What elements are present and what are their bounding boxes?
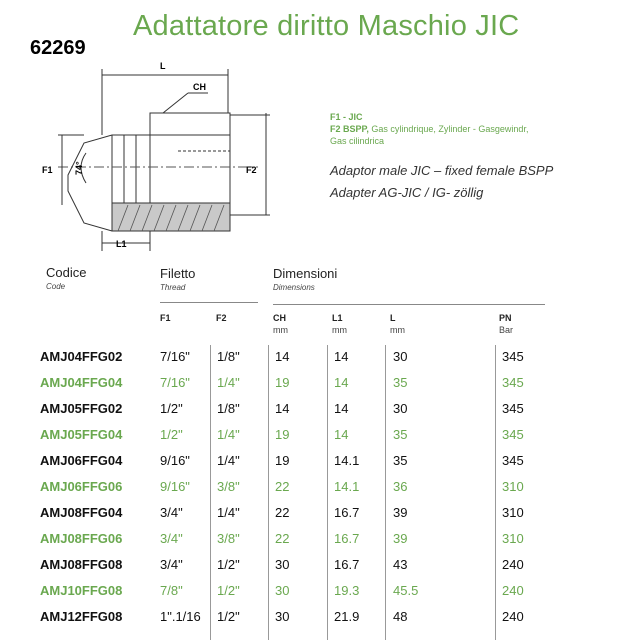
cell-f1: 7/16" [160, 349, 190, 364]
cell-l: 36 [393, 479, 408, 494]
header-divider [273, 304, 545, 305]
cell-l1: 14.1 [334, 453, 360, 468]
cell-l: 30 [393, 349, 408, 364]
header-thread-sub: Thread [160, 283, 186, 292]
cell-code: AMJ04FFG02 [40, 349, 123, 364]
table-row [0, 583, 640, 607]
cell-l1: 14 [334, 375, 349, 390]
unit-l: mm [390, 325, 405, 335]
header-thread: Filetto [160, 266, 196, 281]
description-en: Adaptor male JIC – fixed female BSPP [330, 163, 554, 178]
cell-code: AMJ04FFG04 [40, 375, 123, 390]
header-dims-sub: Dimensions [273, 283, 315, 292]
cell-code: AMJ12FFG08 [40, 609, 123, 624]
cell-pn: 345 [502, 427, 524, 442]
dim-l-label: L [160, 61, 166, 71]
cell-l1: 16.7 [334, 557, 360, 572]
cell-l1: 14.1 [334, 479, 360, 494]
cell-f1: 3/4" [160, 531, 183, 546]
cell-l: 39 [393, 531, 408, 546]
col-ch: CH [273, 313, 286, 323]
cell-l1: 14 [334, 427, 349, 442]
cell-ch: 22 [275, 531, 290, 546]
cell-ch: 22 [275, 479, 290, 494]
cell-f2: 1/2" [217, 583, 240, 598]
cell-l1: 16.7 [334, 531, 360, 546]
cell-code: AMJ10FFG08 [40, 583, 123, 598]
cell-pn: 240 [502, 583, 524, 598]
cell-f2: 1/2" [217, 609, 240, 624]
table-row [0, 453, 640, 477]
cell-l: 39 [393, 505, 408, 520]
dim-l1-label: L1 [116, 239, 127, 249]
cell-ch: 30 [275, 557, 290, 572]
cell-ch: 14 [275, 401, 290, 416]
cell-ch: 19 [275, 427, 290, 442]
col-l1: L1 [332, 313, 343, 323]
dim-f2-label: F2 [246, 165, 257, 175]
cell-l: 43 [393, 557, 408, 572]
unit-pn: Bar [499, 325, 514, 335]
cell-ch: 30 [275, 609, 290, 624]
table-row [0, 479, 640, 503]
cell-ch: 14 [275, 349, 290, 364]
table-row [0, 505, 640, 529]
cell-f1: 3/4" [160, 557, 183, 572]
unit-l1: mm [332, 325, 347, 335]
cell-pn: 345 [502, 349, 524, 364]
cell-code: AMJ05FFG04 [40, 427, 123, 442]
cell-l1: 19.3 [334, 583, 360, 598]
cell-f1: 3/4" [160, 505, 183, 520]
cell-f2: 1/8" [217, 349, 240, 364]
cell-code: AMJ05FFG02 [40, 401, 123, 416]
cell-f1: 9/16" [160, 453, 190, 468]
dim-ch-label: CH [193, 82, 206, 92]
cell-pn: 310 [502, 531, 524, 546]
table-row [0, 349, 640, 373]
technical-drawing [28, 55, 318, 265]
cell-f2: 3/8" [217, 479, 240, 494]
cell-pn: 240 [502, 609, 524, 624]
table-row [0, 401, 640, 425]
cell-l1: 16.7 [334, 505, 360, 520]
cell-f2: 1/4" [217, 453, 240, 468]
cell-f2: 1/4" [217, 375, 240, 390]
cell-pn: 310 [502, 479, 524, 494]
cell-pn: 310 [502, 505, 524, 520]
cell-f1: 7/8" [160, 583, 183, 598]
header-divider [160, 302, 258, 303]
cell-l1: 14 [334, 401, 349, 416]
cell-f2: 1/4" [217, 427, 240, 442]
legend-f2: F2 BSPP, [330, 124, 369, 134]
cell-l: 48 [393, 609, 408, 624]
col-pn: PN [499, 313, 512, 323]
cell-f1: 9/16" [160, 479, 190, 494]
legend-f2-desc2: Gas cilindrica [330, 136, 385, 146]
table-row [0, 427, 640, 451]
dim-f1-label: F1 [42, 165, 53, 175]
cell-ch: 22 [275, 505, 290, 520]
cell-l: 35 [393, 453, 408, 468]
header-dims: Dimensioni [273, 266, 338, 281]
cell-pn: 345 [502, 453, 524, 468]
description-de: Adapter AG-JIC / IG- zöllig [330, 185, 484, 200]
thread-legend [330, 111, 528, 147]
cell-pn: 345 [502, 375, 524, 390]
cell-code: AMJ06FFG04 [40, 453, 123, 468]
table-row [0, 375, 640, 399]
cell-l1: 21.9 [334, 609, 360, 624]
product-code: 62269 [30, 37, 86, 59]
page-title: Adattatore diritto Maschio JIC [133, 10, 520, 42]
cell-code: AMJ08FFG06 [40, 531, 123, 546]
col-l: L [390, 313, 396, 323]
cell-f2: 1/4" [217, 505, 240, 520]
cell-ch: 19 [275, 375, 290, 390]
cell-l: 45.5 [393, 583, 419, 598]
cell-f1: 7/16" [160, 375, 190, 390]
legend-f1: F1 - JIC [330, 112, 363, 122]
cell-f1: 1/2" [160, 401, 183, 416]
cell-l: 30 [393, 401, 408, 416]
cell-f2: 1/2" [217, 557, 240, 572]
cell-l1: 14 [334, 349, 349, 364]
cell-f1: 1".1/16 [160, 609, 201, 624]
cell-code: AMJ08FFG08 [40, 557, 123, 572]
angle-label: 74° [74, 161, 84, 175]
cell-f2: 1/8" [217, 401, 240, 416]
cell-ch: 30 [275, 583, 290, 598]
col-f2: F2 [216, 313, 227, 323]
cell-l: 35 [393, 375, 408, 390]
table-row [0, 531, 640, 555]
header-code-sub: Code [46, 282, 66, 291]
cell-l: 35 [393, 427, 408, 442]
cell-pn: 345 [502, 401, 524, 416]
cell-f2: 3/8" [217, 531, 240, 546]
cell-ch: 19 [275, 453, 290, 468]
cell-pn: 240 [502, 557, 524, 572]
cell-code: AMJ06FFG06 [40, 479, 123, 494]
legend-f2-desc: Gas cylindrique, Zylinder - Gasgewindr, [371, 124, 529, 134]
cell-f1: 1/2" [160, 427, 183, 442]
cell-code: AMJ08FFG04 [40, 505, 123, 520]
col-f1: F1 [160, 313, 171, 323]
unit-ch: mm [273, 325, 288, 335]
table-row [0, 609, 640, 633]
header-code: Codice [46, 265, 87, 280]
table-row [0, 557, 640, 581]
